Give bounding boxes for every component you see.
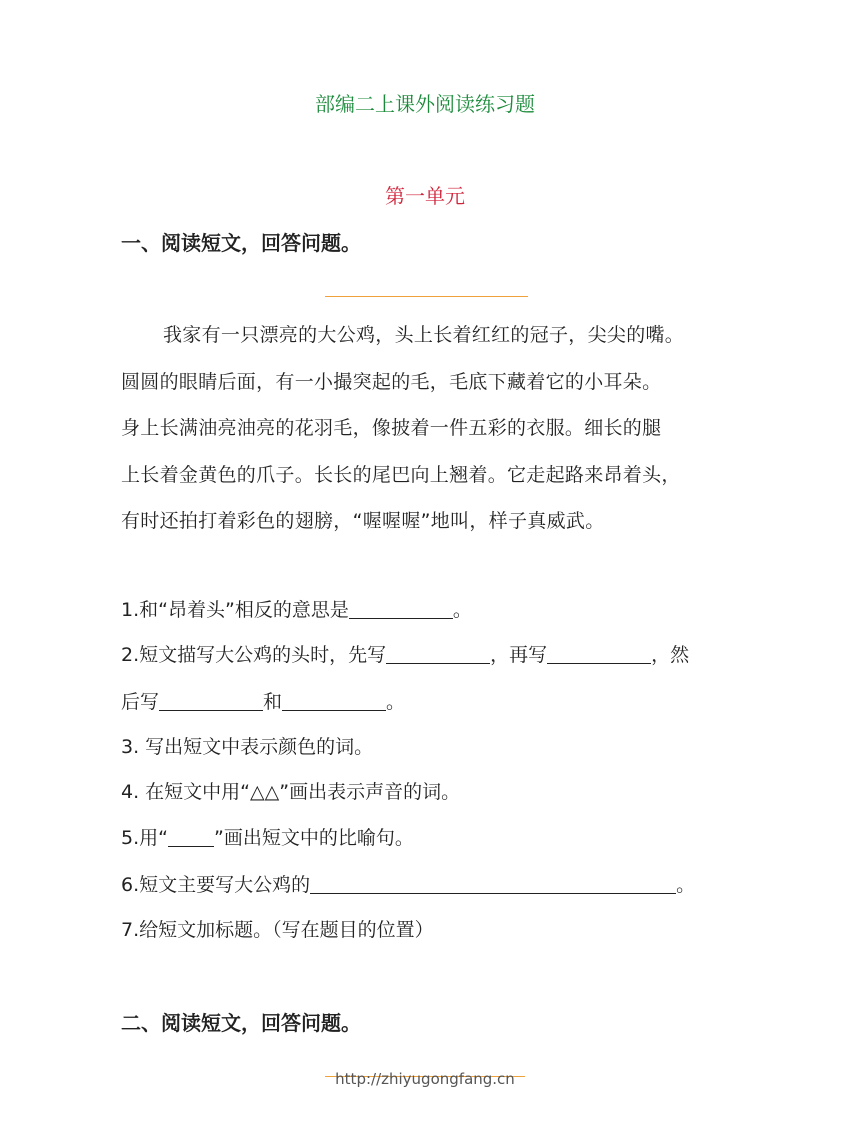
question-5 <box>121 824 414 852</box>
question-2-next: ，然 <box>651 644 690 666</box>
question-7: 7.给短文加标题。（写在题目的位置） <box>121 919 434 941</box>
question-2-end: 。 <box>386 691 406 713</box>
question-2-continued <box>121 688 405 716</box>
answer-blank-2c[interactable] <box>159 688 263 711</box>
question-6 <box>121 871 695 899</box>
answer-blank-2a[interactable] <box>386 641 490 664</box>
answer-blank-1[interactable] <box>349 596 453 619</box>
footer-url[interactable]: http://zhiyugongfang.cn <box>335 1070 515 1088</box>
passage-line: 我家有一只漂亮的大公鸡，头上长着红红的冠子，尖尖的嘴。 <box>163 324 685 346</box>
answer-blank-2d[interactable] <box>282 688 386 711</box>
question-5-start: 5.用“ <box>121 827 168 849</box>
question-2-after: 后写 <box>121 691 160 713</box>
question-2-then: ，再写 <box>490 644 548 666</box>
answer-blank-2b[interactable] <box>547 641 651 664</box>
question-2-text: 2.短文描写大公鸡的头时，先写 <box>121 644 387 666</box>
question-1-text: 1.和“昂着头”相反的意思是 <box>121 599 349 621</box>
question-3: 3. 写出短文中表示颜色的词。 <box>121 736 374 758</box>
question-6-text: 6.短文主要写大公鸡的 <box>121 874 311 896</box>
unit-title: 第一单元 <box>385 184 465 208</box>
section-2-heading: 二、阅读短文，回答问题。 <box>121 1011 361 1035</box>
question-1 <box>121 596 472 624</box>
passage-title-blank[interactable] <box>325 296 528 297</box>
answer-blank-6[interactable] <box>310 871 676 894</box>
question-1-end: 。 <box>452 599 472 621</box>
section-1-heading: 一、阅读短文，回答问题。 <box>121 231 361 255</box>
document-title: 部编二上课外阅读练习题 <box>315 92 535 116</box>
passage-line: 圆圆的眼睛后面，有一小撮突起的毛，毛底下藏着它的小耳朵。 <box>121 370 662 393</box>
question-2 <box>121 641 689 669</box>
question-5-text: ”画出短文中的比喻句。 <box>213 827 414 849</box>
reading-passage <box>121 312 741 545</box>
passage-line: 有时还拍打着彩色的翅膀，“喔喔喔”地叫，样子真威武。 <box>121 510 605 532</box>
question-6-end: 。 <box>676 874 696 896</box>
passage-line: 上长着金黄色的爪子。长长的尾巴向上翘着。它走起路来昂着头， <box>121 463 681 486</box>
question-2-and: 和 <box>263 691 283 713</box>
question-4: 4. 在短文中用“△△”画出表示声音的词。 <box>121 781 461 803</box>
passage-line: 身上长满油亮油亮的花羽毛，像披着一件五彩的衣服。细长的腿 <box>121 417 662 439</box>
underline-mark-sample <box>168 824 214 847</box>
